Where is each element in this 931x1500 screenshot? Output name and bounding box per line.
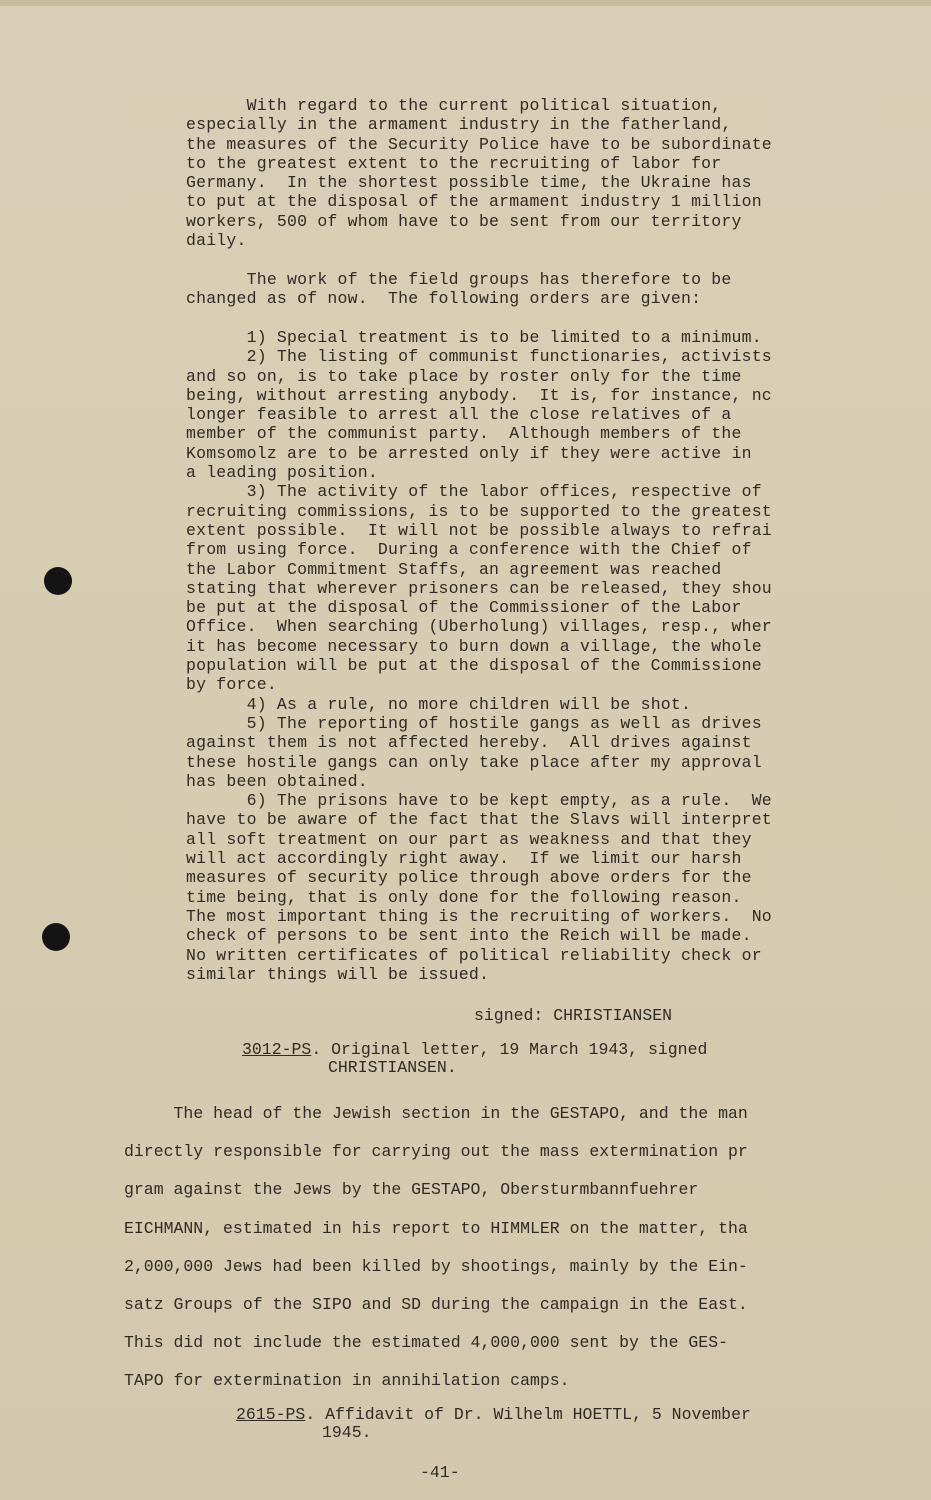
citation-text-continued: CHRISTIANSEN.: [328, 1058, 457, 1077]
text-line: The head of the Jewish section in the GESTAPO, and the man: [124, 1104, 748, 1123]
page-number: -41-: [420, 1463, 460, 1482]
text-line: against them is not affected hereby. All drives against: [186, 733, 752, 753]
text-line: a leading position.: [186, 463, 378, 483]
text-line: the Labor Commitment Staffs, an agreement was reached: [186, 559, 722, 579]
text-line: daily.: [186, 231, 247, 251]
punch-hole-lower: [42, 923, 70, 951]
citation-2615-ps: [236, 1406, 751, 1442]
text-line: have to be aware of the fact that the Slavs will interpret: [186, 810, 772, 830]
text-line: all soft treatment on our part as weakness and that they: [186, 829, 752, 849]
text-line: it has become necessary to burn down a village, the whole: [186, 636, 762, 656]
text-line: being, without arresting anybody. It is, for instance, nc: [186, 385, 772, 405]
text-line: Office. When searching (Uberholung) villages, resp., wher: [186, 617, 772, 637]
orders-list: [186, 328, 876, 984]
text-line: from using force. During a conference with the Chief of: [186, 540, 752, 560]
text-line: gram against the Jews by the GESTAPO, Obersturmbannfuehrer: [124, 1180, 699, 1200]
text-line: these hostile gangs can only take place after my approval: [186, 752, 762, 772]
text-line: to the greatest extent to the recruiting of labor for: [186, 153, 722, 173]
text-line: recruiting commissions, is to be supported to the greatest: [186, 501, 772, 521]
citation-text: . Affidavit of Dr. Wilhelm HOETTL, 5 November: [305, 1405, 751, 1424]
paper-top-edge: [0, 0, 931, 6]
text-line: to put at the disposal of the armament industry 1 million: [186, 192, 762, 212]
text-line: extent possible. It will not be possible always to refrai: [186, 520, 772, 540]
text-line: No written certificates of political reliability check or: [186, 945, 762, 965]
citation-text-continued: 1945.: [322, 1423, 372, 1442]
text-line: EICHMANN, estimated in his report to HIMMLER on the matter, tha: [124, 1218, 748, 1238]
text-line: Germany. In the shortest possible time, the Ukraine has: [186, 173, 752, 193]
text-line: 1) Special treatment is to be limited to a minimum.: [186, 328, 762, 347]
text-line: With regard to the current political situation,: [186, 96, 722, 115]
punch-hole-upper: [44, 567, 72, 595]
text-line: Komsomolz are to be arrested only if they were active in: [186, 443, 752, 463]
text-line: changed as of now. The following orders are given:: [186, 289, 702, 309]
text-line: 2,000,000 Jews had been killed by shootings, mainly by the Ein-: [124, 1256, 748, 1276]
citation-3012-ps: [242, 1041, 707, 1077]
text-line: measures of security police through above orders for the: [186, 868, 752, 888]
text-line: 4) As a rule, no more children will be shot.: [186, 694, 692, 714]
text-line: 5) The reporting of hostile gangs as well as drives: [186, 713, 762, 733]
text-line: 6) The prisons have to be kept empty, as a rule. We: [186, 791, 772, 811]
text-line: the measures of the Security Police have to be subordinate: [186, 134, 772, 154]
text-line: 3) The activity of the labor offices, respective of: [186, 482, 762, 502]
text-line: will act accordingly right away. If we limit our harsh: [186, 849, 742, 869]
paragraph-political-situation: [186, 96, 876, 250]
text-line: This did not include the estimated 4,000,000 sent by the GES-: [124, 1333, 728, 1353]
text-line: time being, that is only done for the following reason.: [186, 887, 742, 907]
text-line: has been obtained.: [186, 771, 368, 791]
citation-text: . Original letter, 19 March 1943, signed: [311, 1040, 708, 1059]
text-line: population will be put at the disposal of the Commissione: [186, 656, 762, 676]
text-line: The work of the field groups has therefore to be: [186, 270, 732, 289]
text-line: member of the communist party. Although members of the: [186, 424, 742, 444]
text-line: by force.: [186, 675, 277, 695]
text-line: especially in the armament industry in the fatherland,: [186, 115, 732, 135]
paragraph-field-groups: [186, 270, 876, 309]
text-line: 2) The listing of communist functionaries, activists: [186, 347, 772, 367]
text-line: longer feasible to arrest all the close relatives of a: [186, 405, 732, 425]
text-line: similar things will be issued.: [186, 964, 490, 984]
text-line: The most important thing is the recruiting of workers. No: [186, 906, 772, 926]
text-line: directly responsible for carrying out the mass extermination pr: [124, 1142, 748, 1162]
text-line: be put at the disposal of the Commissioner of the Labor: [186, 598, 742, 618]
text-line: and so on, is to take place by roster only for the time: [186, 366, 742, 386]
signature-line: signed: CHRISTIANSEN: [474, 1006, 673, 1025]
text-line: satz Groups of the SIPO and SD during the campaign in the East.: [124, 1295, 748, 1315]
text-line: workers, 500 of whom have to be sent from our territory: [186, 211, 742, 231]
text-line: check of persons to be sent into the Reich will be made.: [186, 926, 752, 946]
document-reference: 2615-PS: [236, 1405, 306, 1424]
text-line: TAPO for extermination in annihilation camps.: [124, 1371, 570, 1391]
document-reference: 3012-PS: [242, 1040, 312, 1059]
paragraph-eichmann-report: [124, 1095, 860, 1401]
text-line: stating that wherever prisoners can be released, they shou: [186, 578, 772, 598]
